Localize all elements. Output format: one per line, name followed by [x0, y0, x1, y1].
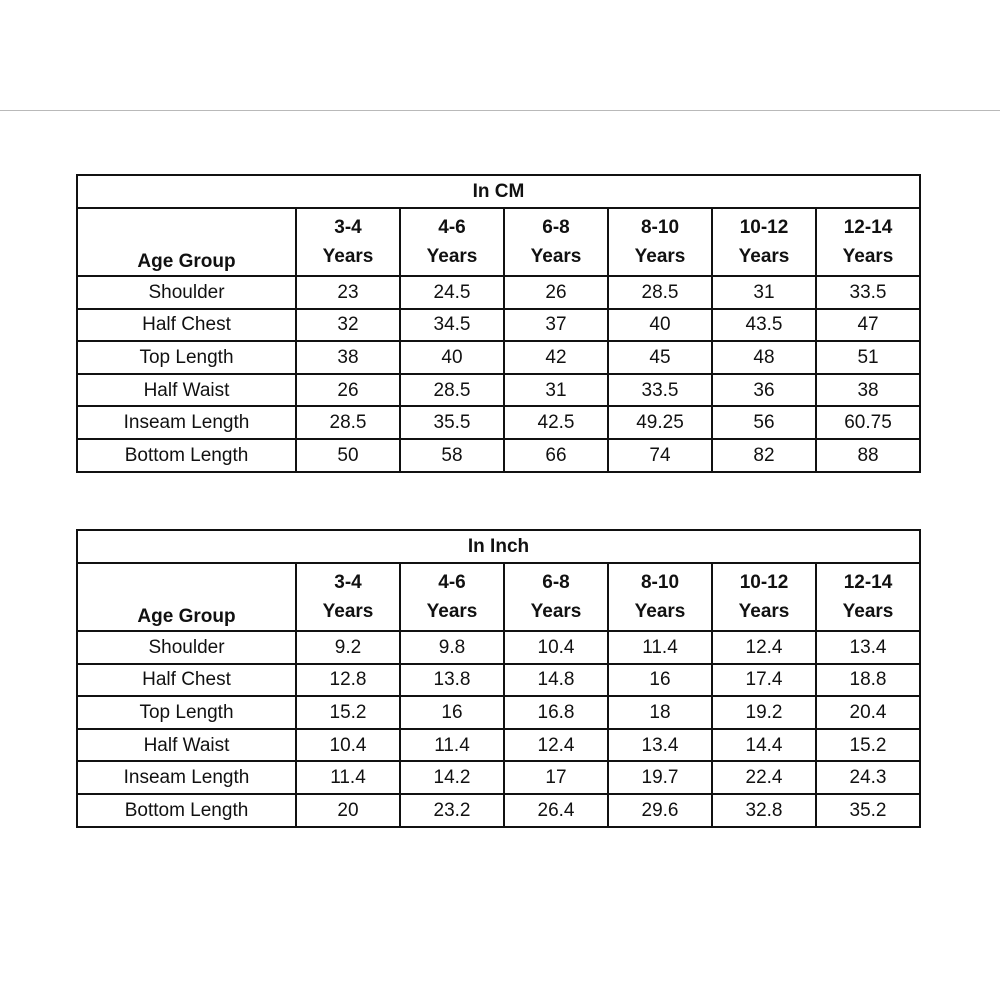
measurement-value: 10.4 [296, 729, 400, 762]
age-range-label: 12-14 [843, 572, 893, 593]
age-range-label: 3-4 [334, 217, 362, 238]
age-range-label: 6-8 [542, 572, 570, 593]
table-row [77, 761, 920, 794]
table-row [77, 631, 920, 664]
age-range-header [608, 208, 712, 276]
measurement-value: 48 [712, 341, 816, 374]
measurement-value: 26 [296, 374, 400, 407]
measurement-label: Half Chest [77, 664, 296, 697]
measurement-value: 38 [816, 374, 920, 407]
age-range-label: 8-10 [640, 217, 680, 238]
measurement-value: 14.2 [400, 761, 504, 794]
table-row [77, 374, 920, 407]
measurement-value: 74 [608, 439, 712, 472]
age-range-label: 8-10 [640, 572, 680, 593]
measurement-value: 13.4 [608, 729, 712, 762]
measurement-value: 20 [296, 794, 400, 827]
measurement-value: 23 [296, 276, 400, 309]
measurement-value: 20.4 [816, 696, 920, 729]
size-chart-cm-table [76, 174, 921, 473]
measurement-value: 18.8 [816, 664, 920, 697]
measurement-value: 15.2 [816, 729, 920, 762]
age-range-label: 4-6 [438, 572, 466, 593]
measurement-value: 33.5 [816, 276, 920, 309]
measurement-value: 13.8 [400, 664, 504, 697]
measurement-value: 17.4 [712, 664, 816, 697]
measurement-value: 35.2 [816, 794, 920, 827]
measurement-value: 26 [504, 276, 608, 309]
measurement-label: Half Waist [77, 729, 296, 762]
measurement-value: 15.2 [296, 696, 400, 729]
measurement-label: Half Waist [77, 374, 296, 407]
table-row [77, 341, 920, 374]
age-range-label: 10-12 [739, 217, 789, 238]
table-row [77, 794, 920, 827]
measurement-value: 24.3 [816, 761, 920, 794]
table-title: In CM [77, 175, 920, 208]
measurement-value: 11.4 [608, 631, 712, 664]
measurement-value: 42.5 [504, 406, 608, 439]
table-row [77, 439, 920, 472]
measurement-value: 34.5 [400, 309, 504, 342]
age-range-unit: Years [530, 601, 582, 622]
measurement-value: 32.8 [712, 794, 816, 827]
measurement-value: 40 [608, 309, 712, 342]
measurement-value: 28.5 [400, 374, 504, 407]
measurement-value: 66 [504, 439, 608, 472]
measurement-label: Bottom Length [77, 794, 296, 827]
measurement-value: 16 [608, 664, 712, 697]
measurement-value: 33.5 [608, 374, 712, 407]
top-divider-line [0, 110, 1000, 111]
measurement-value: 28.5 [608, 276, 712, 309]
age-range-unit: Years [322, 246, 374, 267]
table-header-row [77, 208, 920, 276]
measurement-value: 88 [816, 439, 920, 472]
age-range-unit: Years [842, 246, 894, 267]
table-title-row [77, 175, 920, 208]
measurement-value: 17 [504, 761, 608, 794]
measurement-value: 43.5 [712, 309, 816, 342]
measurement-value: 58 [400, 439, 504, 472]
measurement-value: 11.4 [400, 729, 504, 762]
age-range-header [296, 208, 400, 276]
measurement-value: 60.75 [816, 406, 920, 439]
age-range-unit: Years [842, 601, 894, 622]
measurement-label: Shoulder [77, 631, 296, 664]
measurement-value: 12.4 [504, 729, 608, 762]
measurement-value: 11.4 [296, 761, 400, 794]
measurement-value: 24.5 [400, 276, 504, 309]
measurement-value: 42 [504, 341, 608, 374]
measurement-value: 31 [712, 276, 816, 309]
measurement-label: Top Length [77, 696, 296, 729]
size-chart-inch-table [76, 529, 921, 828]
age-range-unit: Years [530, 246, 582, 267]
measurement-value: 28.5 [296, 406, 400, 439]
measurement-value: 19.2 [712, 696, 816, 729]
age-range-label: 4-6 [438, 217, 466, 238]
measurement-value: 12.8 [296, 664, 400, 697]
age-range-label: 12-14 [843, 217, 893, 238]
measurement-value: 13.4 [816, 631, 920, 664]
age-range-header [608, 563, 712, 631]
measurement-value: 18 [608, 696, 712, 729]
age-range-header [400, 563, 504, 631]
measurement-value: 82 [712, 439, 816, 472]
measurement-value: 14.8 [504, 664, 608, 697]
measurement-label: Inseam Length [77, 406, 296, 439]
measurement-value: 51 [816, 341, 920, 374]
age-range-label: 10-12 [739, 572, 789, 593]
age-range-label: 3-4 [334, 572, 362, 593]
table-row [77, 664, 920, 697]
age-range-header [816, 208, 920, 276]
measurement-label: Bottom Length [77, 439, 296, 472]
measurement-value: 36 [712, 374, 816, 407]
measurement-value: 32 [296, 309, 400, 342]
measurement-value: 22.4 [712, 761, 816, 794]
measurement-value: 16 [400, 696, 504, 729]
measurement-label: Half Chest [77, 309, 296, 342]
measurement-label: Top Length [77, 341, 296, 374]
measurement-value: 37 [504, 309, 608, 342]
measurement-label: Shoulder [77, 276, 296, 309]
measurement-value: 29.6 [608, 794, 712, 827]
table-row [77, 406, 920, 439]
age-range-header [712, 563, 816, 631]
measurement-value: 47 [816, 309, 920, 342]
age-range-header [400, 208, 504, 276]
measurement-value: 56 [712, 406, 816, 439]
table-header-row [77, 563, 920, 631]
measurement-value: 38 [296, 341, 400, 374]
age-group-header: Age Group [77, 208, 296, 276]
table-row [77, 729, 920, 762]
measurement-value: 49.25 [608, 406, 712, 439]
measurement-value: 19.7 [608, 761, 712, 794]
measurement-value: 9.2 [296, 631, 400, 664]
table-row [77, 309, 920, 342]
age-range-header [712, 208, 816, 276]
age-range-header [504, 563, 608, 631]
measurement-value: 26.4 [504, 794, 608, 827]
age-range-unit: Years [322, 601, 374, 622]
table-title-row [77, 530, 920, 563]
measurement-value: 45 [608, 341, 712, 374]
age-range-label: 6-8 [542, 217, 570, 238]
table-row [77, 276, 920, 309]
measurement-value: 14.4 [712, 729, 816, 762]
measurement-label: Inseam Length [77, 761, 296, 794]
age-range-unit: Years [634, 246, 686, 267]
age-range-unit: Years [426, 246, 478, 267]
age-range-unit: Years [426, 601, 478, 622]
measurement-value: 16.8 [504, 696, 608, 729]
measurement-value: 12.4 [712, 631, 816, 664]
measurement-value: 23.2 [400, 794, 504, 827]
age-range-unit: Years [738, 601, 790, 622]
measurement-value: 10.4 [504, 631, 608, 664]
age-group-header: Age Group [77, 563, 296, 631]
measurement-value: 9.8 [400, 631, 504, 664]
measurement-value: 31 [504, 374, 608, 407]
measurement-value: 35.5 [400, 406, 504, 439]
measurement-value: 50 [296, 439, 400, 472]
age-range-header [504, 208, 608, 276]
table-title: In Inch [77, 530, 920, 563]
age-range-unit: Years [634, 601, 686, 622]
age-range-unit: Years [738, 246, 790, 267]
table-row [77, 696, 920, 729]
age-range-header [296, 563, 400, 631]
measurement-value: 40 [400, 341, 504, 374]
age-range-header [816, 563, 920, 631]
